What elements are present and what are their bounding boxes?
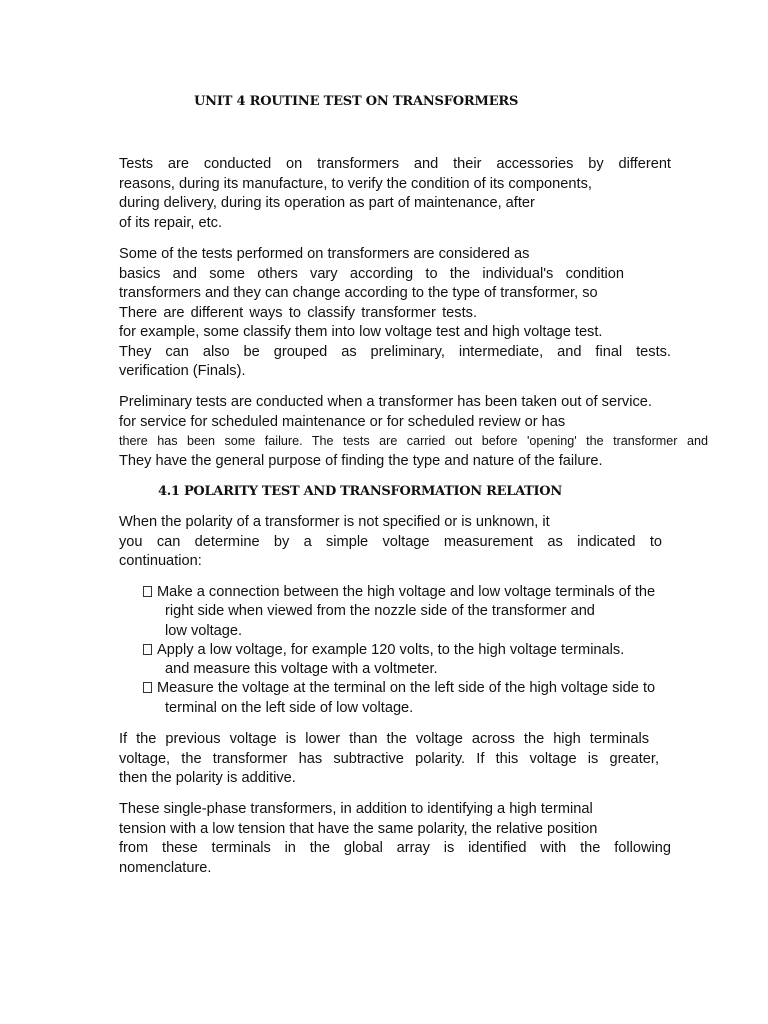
text-line: for service for scheduled maintenance or for scheduled review or has [119, 413, 566, 430]
text-line: tension with a low tension that have the same polarity, the relative position [119, 820, 598, 837]
list-item-continuation: low voltage. [165, 622, 243, 639]
page-title: UNIT 4 ROUTINE TEST ON TRANSFORMERS [194, 94, 519, 109]
list-item-text: Make a connection between the high voltage and low voltage terminals of the [157, 584, 656, 600]
nomenclature-paragraph [119, 800, 671, 878]
bullet-box-icon [143, 644, 152, 655]
text-line: from these terminals in the global array is identified with the following [119, 840, 671, 856]
text-line: of its repair, etc. [119, 214, 223, 231]
intro-paragraph [119, 155, 671, 233]
text-line: They can also be grouped as preliminary, intermediate, and final tests. [119, 343, 671, 360]
bullet-box-icon [143, 682, 152, 693]
text-line: for example, some classify them into low voltage test and high voltage test. [119, 324, 603, 340]
preliminary-tests-paragraph [119, 393, 708, 471]
text-line: then the polarity is additive. [119, 770, 296, 786]
text-line: continuation: [119, 553, 202, 569]
list-item [143, 583, 713, 602]
text-line: There are different ways to classify transformer tests. [119, 304, 477, 321]
procedure-list [143, 583, 713, 718]
text-line: basics and some others vary according to the individual's condition [119, 265, 624, 282]
text-line: Some of the tests performed on transformers are considered as [119, 246, 530, 262]
list-item-continuation: terminal on the left side of low voltage. [165, 699, 414, 716]
text-line: nomenclature. [119, 859, 212, 876]
text-line: Preliminary tests are conducted when a transformer has been taken out of service. [119, 394, 652, 410]
text-line: verification (Finals). [119, 363, 246, 379]
text-line: you can determine by a simple voltage measurement as indicated to [119, 533, 662, 550]
text-line: If the previous voltage is lower than the voltage across the high terminals [119, 731, 649, 747]
text-line: voltage, the transformer has subtractive polarity. If this voltage is greater, [119, 750, 659, 767]
classification-paragraph [119, 245, 671, 382]
text-line: reasons, during its manufacture, to verify the condition of its components, [119, 175, 592, 192]
list-item [143, 679, 713, 698]
text-line: Tests are conducted on transformers and their accessories by different [119, 156, 671, 172]
text-line: transformers and they can change according to the type of transformer, so [119, 285, 598, 301]
text-line: during delivery, during its operation as part of maintenance, after [119, 195, 535, 211]
list-item-text: Apply a low voltage, for example 120 volts, to the high voltage terminals. [157, 641, 625, 658]
section-heading: 4.1 POLARITY TEST AND TRANSFORMATION RELATION [158, 484, 562, 499]
polarity-intro-paragraph [119, 513, 671, 572]
bullet-box-icon [143, 586, 152, 597]
text-line: They have the general purpose of finding the type and nature of the failure. [119, 452, 603, 469]
polarity-result-paragraph [119, 730, 671, 789]
text-line: These single-phase transformers, in addition to identifying a high terminal [119, 801, 593, 817]
list-item [143, 641, 713, 660]
list-item-continuation: and measure this voltage with a voltmeter. [165, 661, 438, 678]
list-item-text: Measure the voltage at the terminal on the left side of the high voltage side to [157, 680, 656, 697]
text-line: When the polarity of a transformer is not specified or is unknown, it [119, 514, 550, 530]
text-line: there has been some failure. The tests are carried out before 'opening' the transformer and [119, 434, 708, 448]
list-item-continuation: right side when viewed from the nozzle side of the transformer and [165, 603, 595, 620]
